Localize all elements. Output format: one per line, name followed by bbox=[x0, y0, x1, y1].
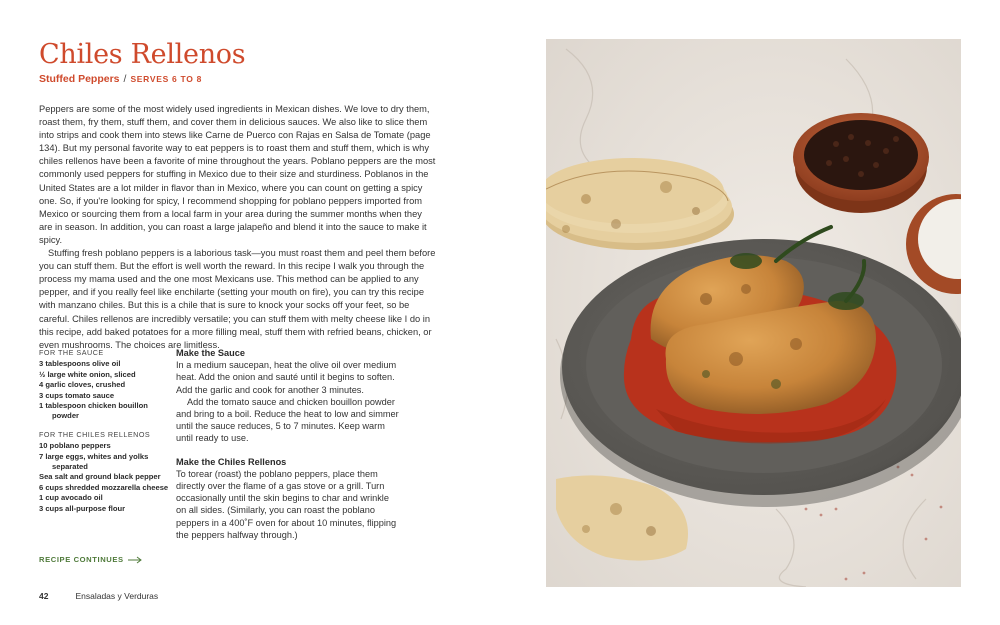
recipe-continues-label: RECIPE CONTINUES bbox=[39, 555, 124, 564]
rellenos-ingredients bbox=[39, 441, 169, 514]
sauce-step-2: Add the tomato sauce and chicken bouillon powder and bring to a boil. Reduce the heat to low and simmer until the sauce reduces, 5 to 7 minutes. Keep warm until ready to use. bbox=[176, 396, 399, 444]
recipe-title: Chiles Rellenos bbox=[39, 39, 246, 70]
ingredient-item: Sea salt and ground black pepper bbox=[39, 472, 161, 482]
ingredient-item: 4 garlic cloves, crushed bbox=[39, 380, 126, 390]
intro-paragraph-2: Stuffing fresh poblano peppers is a laborious task—you must roast them and peel them before you can stuff them. But the effort is well worth the reward. In this recipe I walk you through the process my mama used and the one most Mexicans use. This method can be applied to any pepper, and if you really feel like enchilarte (setting your mouth on fire), you can try this recipe with manzano chiles. But this is a chile that is sure to knock your socks off your feet, so be careful. Chiles rellenos are incredibly versatile; you can stuff them with melty cheese like I do in this recipe, add baked potatoes for a more filling meal, stuff them with refried beans, chicken, or even mushrooms. The choices are limitless. bbox=[39, 248, 436, 350]
sauce-ingredients-heading: FOR THE SAUCE bbox=[39, 348, 104, 357]
bean-bowl bbox=[793, 113, 929, 213]
page-number: 42 bbox=[39, 591, 49, 601]
ingredient-item: 7 large eggs, whites and yolks separated bbox=[39, 451, 149, 472]
section-name: Ensaladas y Verduras bbox=[75, 591, 159, 601]
rellenos-step-heading: Make the Chiles Rellenos bbox=[176, 456, 287, 467]
dish-photo-illustration bbox=[546, 39, 961, 587]
recipe-continues-link[interactable] bbox=[39, 555, 142, 564]
ingredient-item: 1 cup avocado oil bbox=[39, 493, 103, 503]
method-steps bbox=[176, 347, 401, 541]
page-footer bbox=[39, 591, 158, 601]
ingredient-item: 1 tablespoon chicken bouillon powder bbox=[39, 401, 148, 421]
recipe-subtitle bbox=[39, 72, 202, 86]
ingredient-item: 6 cups shredded mozzarella cheese bbox=[39, 482, 169, 492]
ingredient-item: ½ large white onion, sliced bbox=[39, 369, 136, 379]
sauce-ingredients bbox=[39, 359, 169, 421]
intro-text bbox=[39, 103, 437, 352]
ingredient-item: 3 cups tomato sauce bbox=[39, 390, 115, 400]
ingredient-item: 3 tablespoons olive oil bbox=[39, 359, 121, 369]
ingredients-list bbox=[39, 348, 169, 514]
rellenos-ingredients-heading: FOR THE CHILES RELLENOS bbox=[39, 429, 151, 439]
servings-label: SERVES 6 TO 8 bbox=[130, 74, 203, 84]
sauce-step-1: In a medium saucepan, heat the olive oil over medium heat. Add the onion and sauté until it begins to soften. Add the garlic and cook for another 3 minutes. bbox=[176, 360, 397, 395]
dish-photo bbox=[546, 39, 961, 587]
ingredient-item: 3 cups all-purpose flour bbox=[39, 503, 126, 513]
arrow-right-icon bbox=[128, 556, 142, 564]
subtitle-english-name: Stuffed Peppers bbox=[39, 73, 120, 85]
intro-paragraph-1: Peppers are some of the most widely used ingredients in Mexican dishes. We love to dry them, roast them, fry them, stuff them, and cover them in delicious sauces. We also like to slice them into strips and cook them into stews like Carne de Puerco con Rajas en Salsa de Tomate (page 134). But my personal favorite way to eat peppers is to roast them and stuff them, which is why chiles rellenos have been a favorite of mine throughout the years. Poblano peppers are the most commonly used peppers for stuffing in Mexico due to their size and sturdiness. Poblanos in the United States are a lot milder in flavor than in Mexico, where you can count on getting a spicy one. So, if you're looking for spicy, I recommend shopping for poblano peppers imported from Mexico or sourcing them from a local farm in your area during the summer months when they are in season. In addition, you can roast a large jalapeño and blend it into the sauce to make it spicy. bbox=[39, 104, 436, 245]
sauce-step-heading: Make the Sauce bbox=[176, 348, 245, 358]
ingredient-item: 10 poblano peppers bbox=[39, 441, 111, 451]
tortilla-stack bbox=[546, 158, 734, 250]
rellenos-step-1: To torear (roast) the poblano peppers, place them directly over the flame of a gas stove or a grill. Turn occasionally until the skin begins to char and wrinkle on all sides. (Similarly, you can roast the poblano peppers in a 400˚F oven for about 10 minutes, flipping the peppers halfway through.) bbox=[176, 468, 397, 540]
subtitle-separator: / bbox=[123, 73, 127, 85]
